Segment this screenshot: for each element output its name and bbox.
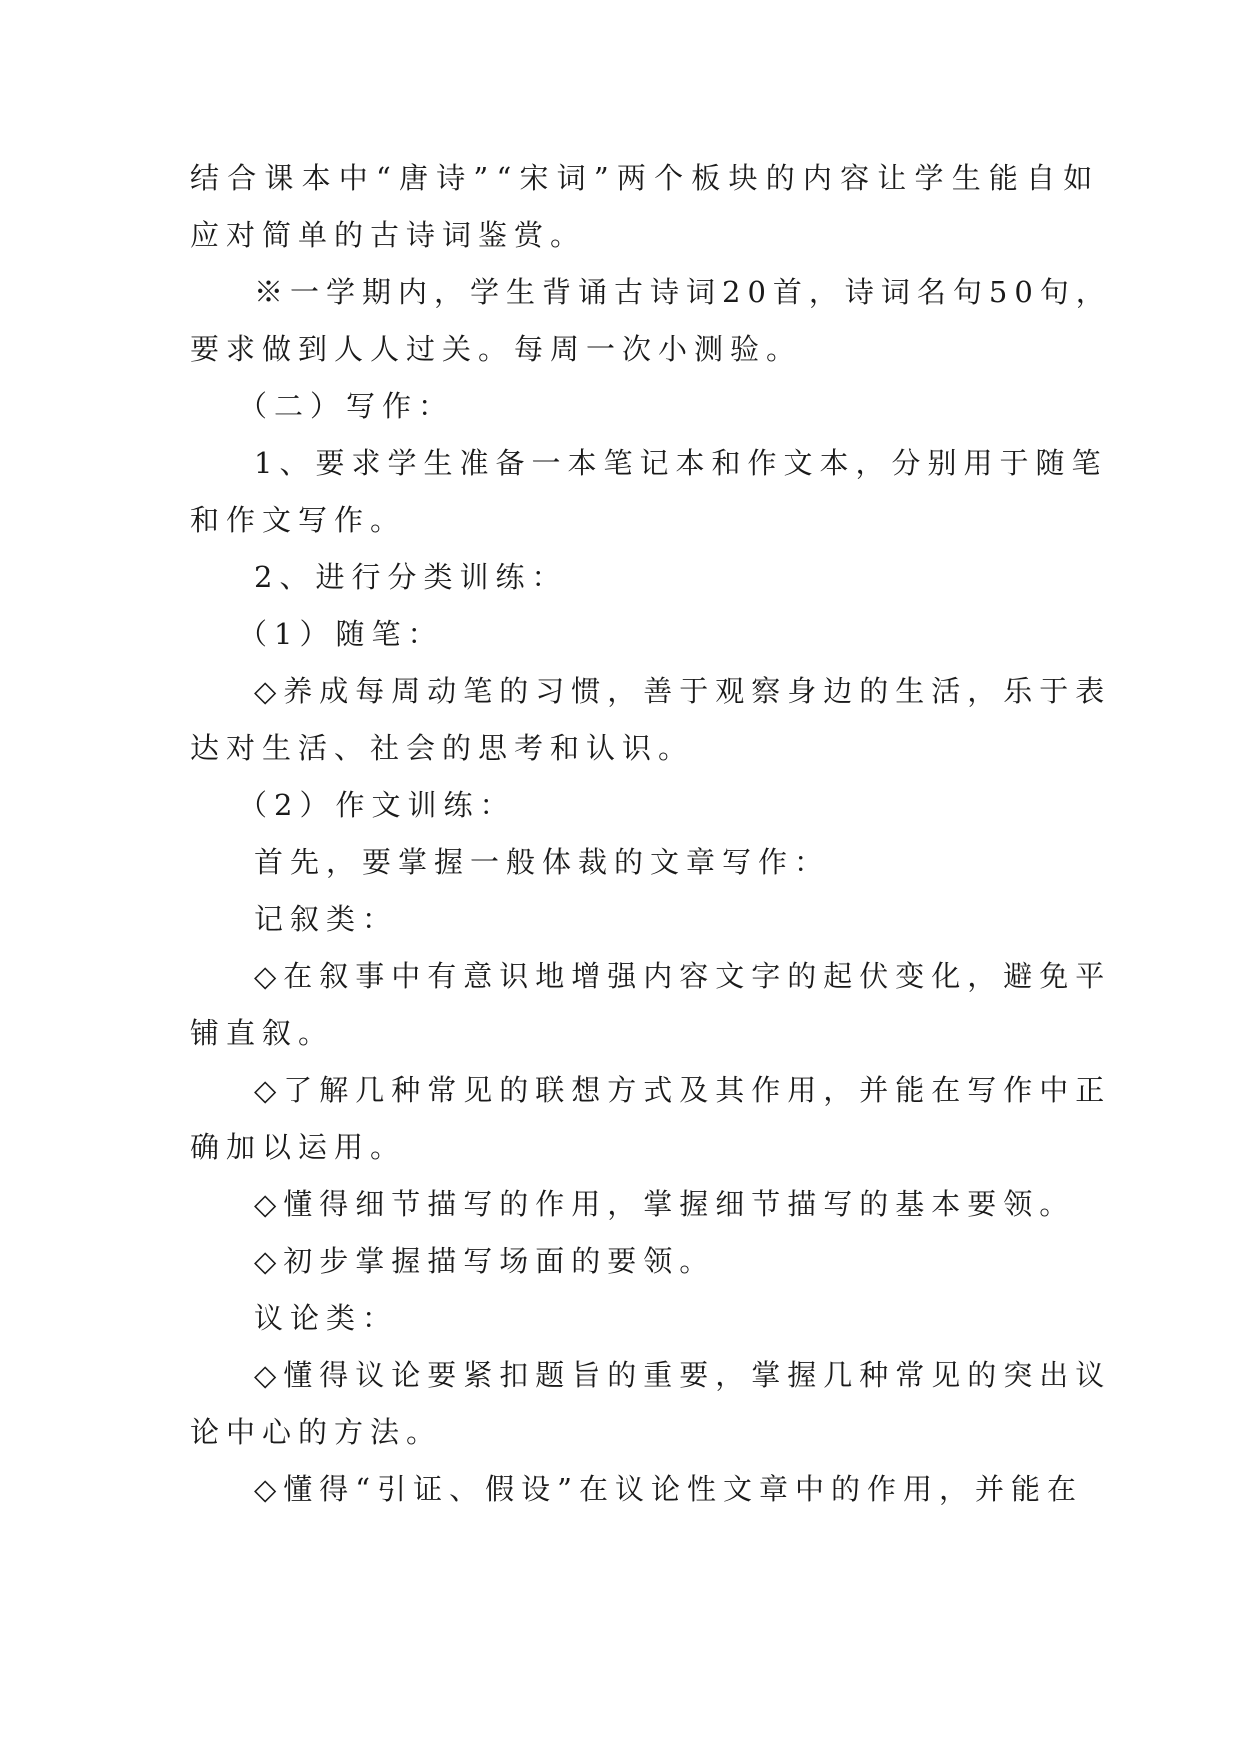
paragraph-line: ◇懂得“引证、假设”在议论性文章中的作用，并能在 — [254, 1472, 1083, 1506]
paragraph-line: 和作文写作。 — [190, 503, 407, 537]
paragraph-line: 首先，要掌握一般体裁的文章写作： — [254, 845, 831, 879]
paragraph-line: 结合课本中“唐诗”“宋词”两个板块的内容让学生能自如 — [190, 161, 1101, 195]
paragraph-line: ◇养成每周动笔的习惯，善于观察身边的生活，乐于表 — [254, 674, 1112, 708]
paragraph-line: 应对简单的古诗词鉴赏。 — [190, 218, 587, 252]
paragraph-line: 铺直叙。 — [190, 1016, 335, 1050]
subsection-heading: （1）随笔： — [238, 617, 444, 651]
section-heading: （二）写作： — [238, 389, 455, 423]
paragraph-line: 1、要求学生准备一本笔记本和作文本，分别用于随笔 — [254, 446, 1108, 480]
paragraph-line: 要求做到人人过关。每周一次小测验。 — [190, 332, 803, 366]
paragraph-line: 论中心的方法。 — [190, 1415, 443, 1449]
paragraph-line: ◇在叙事中有意识地增强内容文字的起伏变化，避免平 — [254, 959, 1112, 993]
paragraph-line: ◇懂得细节描写的作用，掌握细节描写的基本要领。 — [254, 1187, 1076, 1221]
paragraph-line: ◇了解几种常见的联想方式及其作用，并能在写作中正 — [254, 1073, 1112, 1107]
paragraph-line: 达对生活、社会的思考和认识。 — [190, 731, 695, 765]
paragraph-line: ◇初步掌握描写场面的要领。 — [254, 1244, 716, 1278]
category-heading: 记叙类： — [254, 902, 399, 936]
category-heading: 议论类： — [254, 1301, 399, 1335]
paragraph-line: 2、进行分类训练： — [254, 560, 568, 594]
paragraph-line: ◇懂得议论要紧扣题旨的重要，掌握几种常见的突出议 — [254, 1358, 1112, 1392]
subsection-heading: （2）作文训练： — [238, 788, 516, 822]
paragraph-line: 确加以运用。 — [190, 1130, 407, 1164]
paragraph-line: ※一学期内，学生背诵古诗词20首，诗词名句50句， — [254, 275, 1112, 309]
